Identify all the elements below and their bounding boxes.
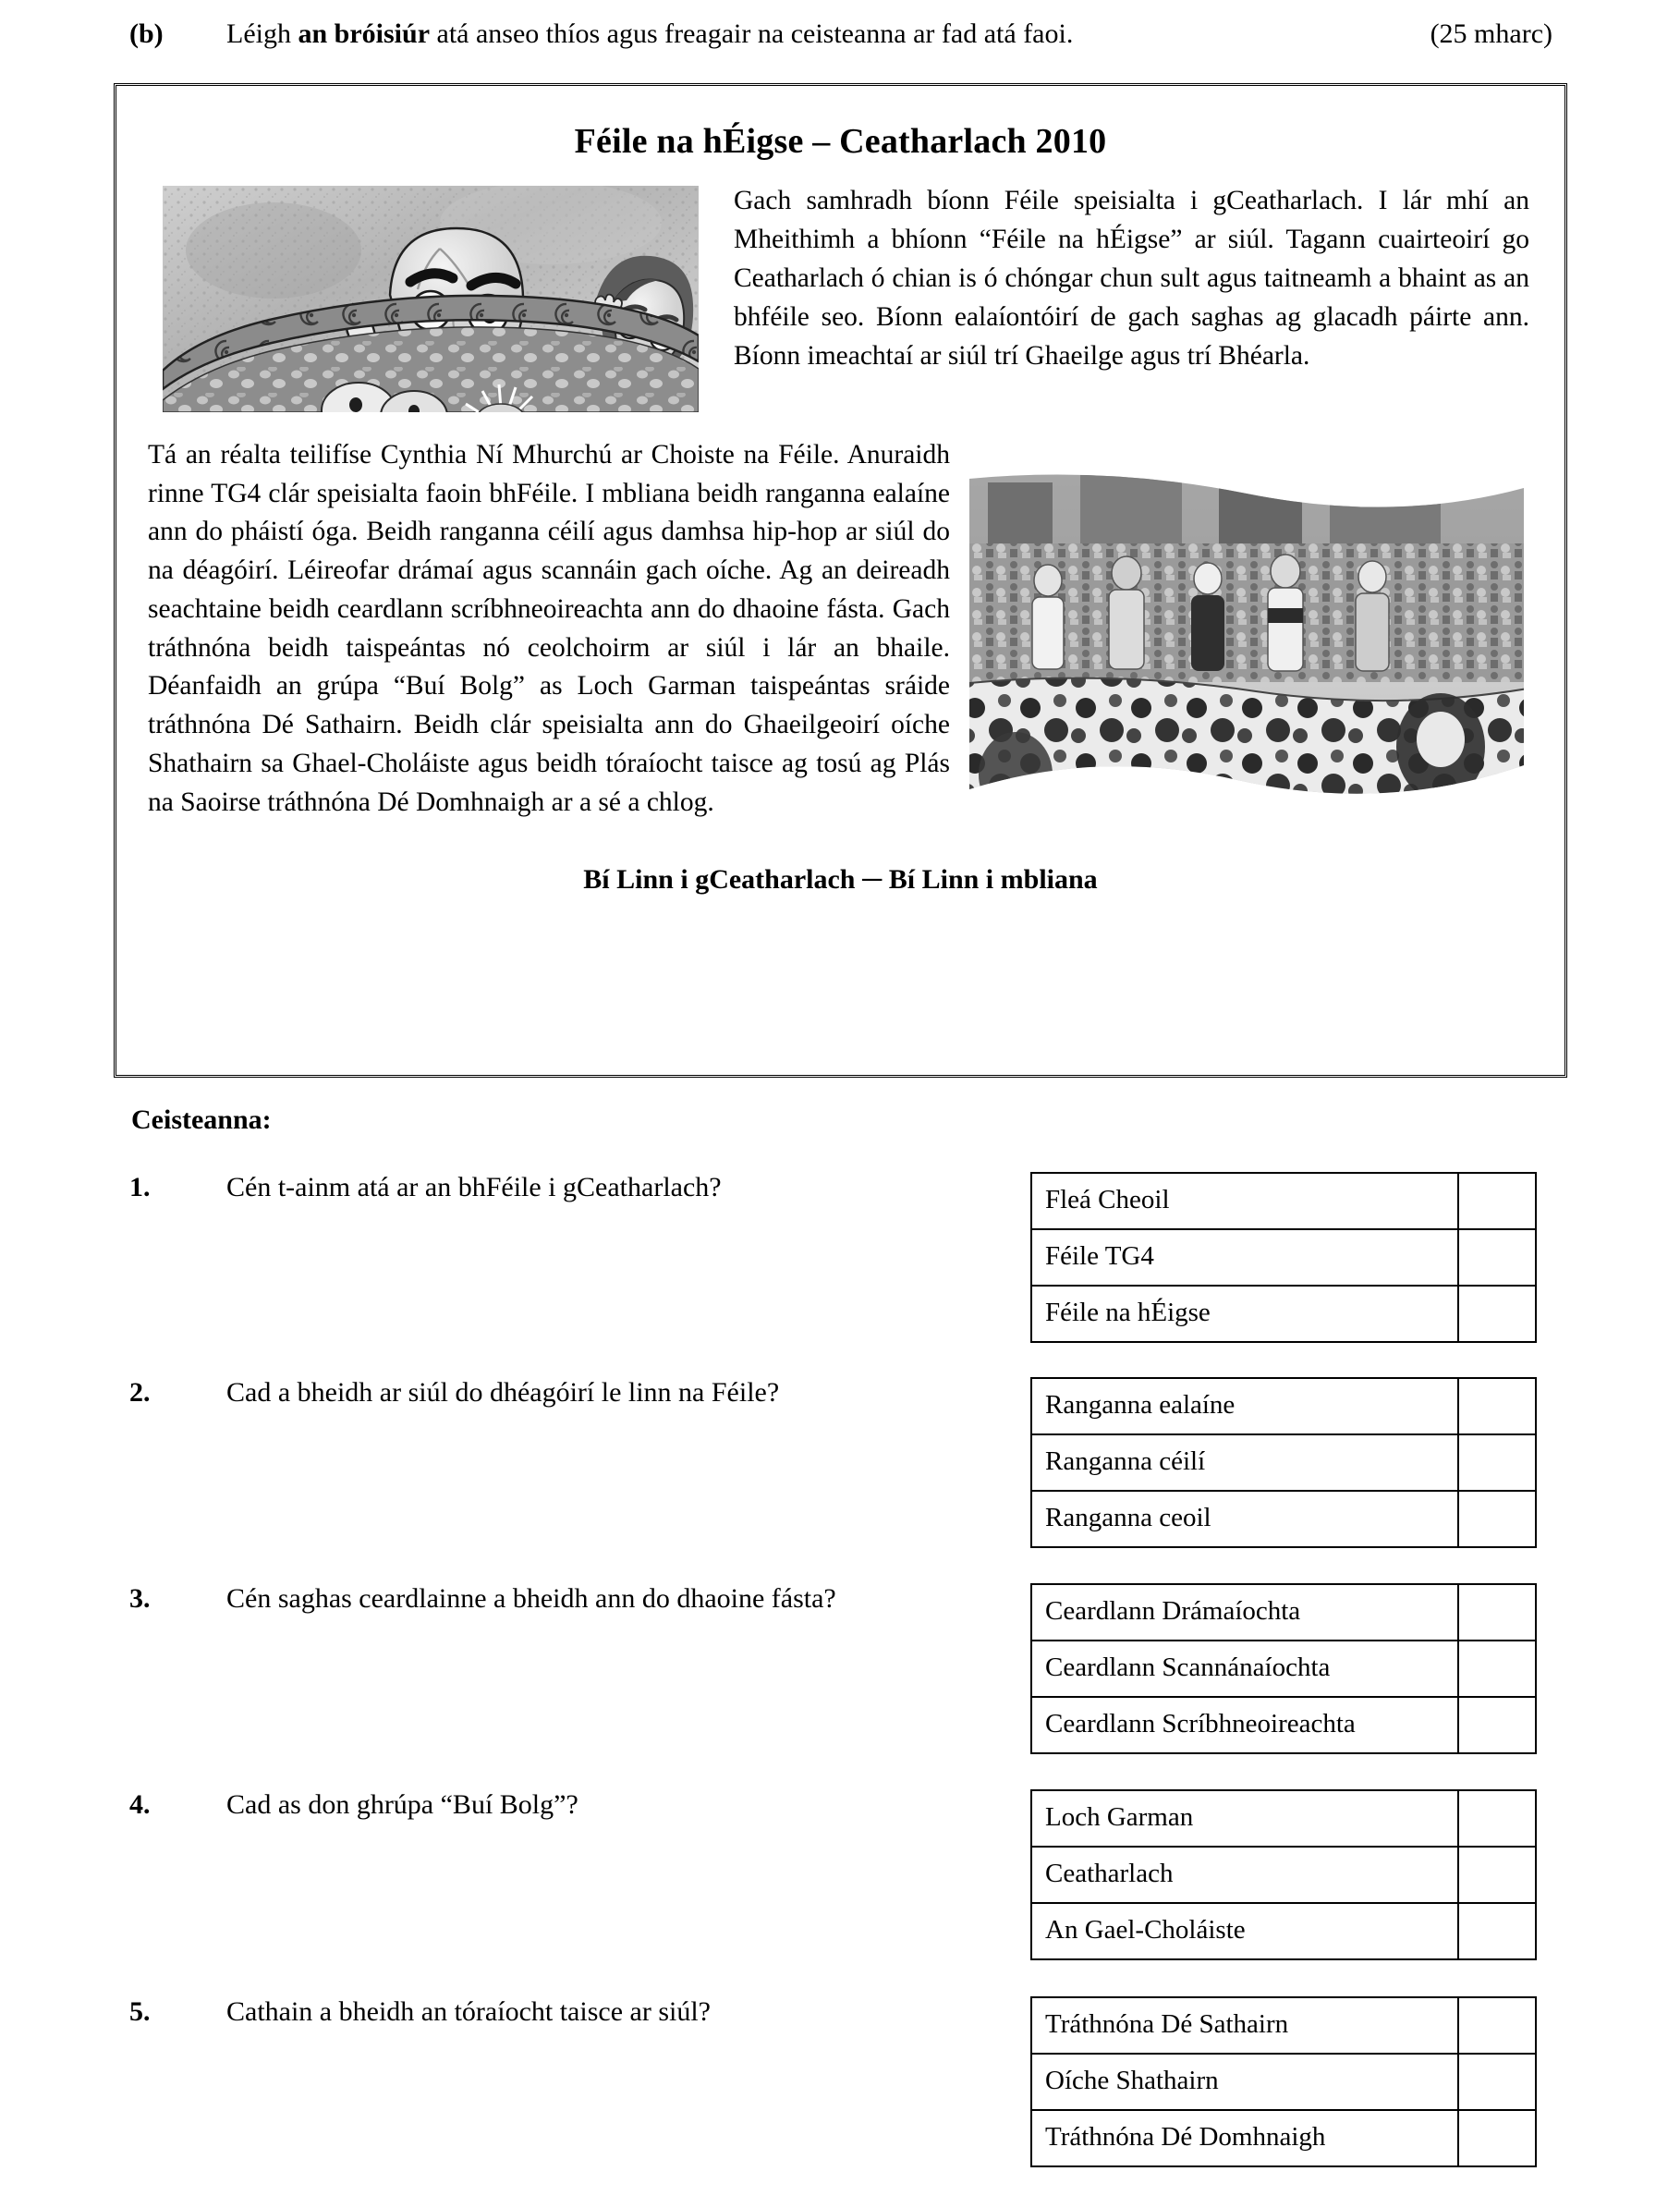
brochure-box (114, 83, 1567, 1078)
answer-options-table-3 (1030, 1583, 1537, 1754)
brochure-mid-block (140, 436, 1540, 822)
question-number-2: 2. (129, 1377, 151, 1408)
table-row[interactable] (1031, 1641, 1536, 1697)
question-text-2: Cad a bheidh ar siúl do dhéagóirí le linn na Féile? (226, 1377, 780, 1408)
question-text-1: Cén t-ainm atá ar an bhFéile i gCeatharlach? (226, 1172, 722, 1202)
answer-options-table-1 (1030, 1172, 1537, 1343)
table-row[interactable] (1031, 2110, 1536, 2166)
option-tick-box[interactable] (1458, 1378, 1536, 1434)
table-row[interactable] (1031, 1378, 1536, 1434)
table-row[interactable] (1031, 1790, 1536, 1847)
table-row[interactable] (1031, 1584, 1536, 1641)
option-label: Fleá Cheoil (1031, 1173, 1458, 1229)
option-tick-box[interactable] (1458, 1997, 1536, 2054)
answer-options-table-5 (1030, 1996, 1537, 2167)
instruction-text (226, 18, 1364, 50)
brochure-intro-paragraph: Gach samhradh bíonn Féile speisialta i gCeatharlach. I lár mhí an Mheithimh a bhíonn “Féile na hÉigse” ar siúl. Tagann cuairteoirí go Ceatharlach ó chian is ó chóngar chun sult agus taitneamh a bhaint as an bhféile seo. Bíonn ealaíontóirí de gach saghas ag glacadh páirte ann. Bíonn imeachtaí ar siúl trí Ghaeilge agus trí Bhéarla. (734, 186, 1529, 371)
question-number-5: 5. (129, 1996, 151, 2027)
option-tick-box[interactable] (1458, 1641, 1536, 1697)
question-block-1 (129, 1172, 1571, 1343)
cartoon-illustration-image (163, 186, 699, 412)
cartoon-illustration-svg (163, 186, 699, 412)
option-label: Tráthnóna Dé Sathairn (1031, 1997, 1458, 2054)
answer-options-table-2 (1030, 1377, 1537, 1548)
instruction-marks: (25 mharc) (1430, 18, 1552, 49)
option-label: Ceardlann Scannánaíochta (1031, 1641, 1458, 1697)
question-text-5: Cathain a bheidh an tóraíocht taisce ar siúl? (226, 1996, 711, 2027)
option-label: Ranganna ealaíne (1031, 1378, 1458, 1434)
question-block-4 (129, 1789, 1571, 1960)
option-tick-box[interactable] (1458, 1491, 1536, 1547)
brochure-title: Féile na hÉigse – Ceatharlach 2010 (574, 122, 1107, 161)
brochure-top-block (140, 182, 1540, 412)
question-number-3: 3. (129, 1583, 151, 1614)
table-row[interactable] (1031, 1286, 1536, 1342)
brochure-slogan: Bí Linn i gCeatharlach ─ Bí Linn i mbliana (583, 864, 1098, 896)
option-tick-box[interactable] (1458, 1790, 1536, 1847)
question-text-4: Cad as don ghrúpa “Buí Bolg”? (226, 1789, 578, 1820)
festival-crowd-svg (960, 470, 1533, 830)
instruction-text-pre: Léigh (226, 18, 298, 49)
option-tick-box[interactable] (1458, 1847, 1536, 1903)
instruction-row (129, 18, 1552, 50)
option-label: Ranganna céilí (1031, 1434, 1458, 1491)
table-row[interactable] (1031, 1491, 1536, 1547)
question-number-4: 4. (129, 1789, 151, 1820)
option-label: Ceardlann Scríbhneoireachta (1031, 1697, 1458, 1753)
option-label: Féile na hÉigse (1031, 1286, 1458, 1342)
option-tick-box[interactable] (1458, 1229, 1536, 1286)
option-tick-box[interactable] (1458, 1697, 1536, 1753)
option-label: Ceardlann Drámaíochta (1031, 1584, 1458, 1641)
answer-options-table-4 (1030, 1789, 1537, 1960)
table-row[interactable] (1031, 1697, 1536, 1753)
option-tick-box[interactable] (1458, 2110, 1536, 2166)
table-row[interactable] (1031, 1229, 1536, 1286)
question-number-1: 1. (129, 1172, 151, 1202)
festival-crowd-image (960, 470, 1533, 830)
instruction-label: (b) (129, 18, 164, 49)
option-label: Loch Garman (1031, 1790, 1458, 1847)
question-block-3 (129, 1583, 1571, 1754)
option-tick-box[interactable] (1458, 1903, 1536, 1959)
option-tick-box[interactable] (1458, 1584, 1536, 1641)
questions-heading: Ceisteanna: (131, 1104, 272, 1135)
table-row[interactable] (1031, 2054, 1536, 2110)
option-label: Ceatharlach (1031, 1847, 1458, 1903)
table-row[interactable] (1031, 1903, 1536, 1959)
instruction-text-post: atá anseo thíos agus freagair na ceisteanna ar fad atá faoi. (430, 18, 1074, 49)
option-tick-box[interactable] (1458, 1286, 1536, 1342)
option-label: Ranganna ceoil (1031, 1491, 1458, 1547)
option-label: Tráthnóna Dé Domhnaigh (1031, 2110, 1458, 2166)
instruction-text-bold: an bróisiúr (298, 18, 431, 49)
question-text-3: Cén saghas ceardlainne a bheidh ann do dhaoine fásta? (226, 1583, 836, 1614)
question-block-2 (129, 1377, 1571, 1548)
option-tick-box[interactable] (1458, 1434, 1536, 1491)
option-tick-box[interactable] (1458, 2054, 1536, 2110)
option-label: Féile TG4 (1031, 1229, 1458, 1286)
table-row[interactable] (1031, 1173, 1536, 1229)
option-tick-box[interactable] (1458, 1173, 1536, 1229)
brochure-main-paragraph: Tá an réalta teilifíse Cynthia Ní Mhurchú ar Choiste na Féile. Anuraidh rinne TG4 clár speisialta faoin bhFéile. I mbliana beidh ranganna ealaíne ann do pháistí óga. Beidh ranganna céilí agus damhsa hip-hop ar siúl do na déagóirí. Léireofar drámaí agus scannáin gach oíche. Ag an deireadh seachtaine beidh ceardlann scríbhneoireachta ann do dhaoine fásta. Gach tráthnóna beidh taispeántas nó ceolchoirm ar siúl i lár an bhaile. Déanfaidh an grúpa “Buí Bolg” as Loch Garman taispeántas sráide tráthnóna Dé Sathairn. Beidh clár speisialta ann do Ghaeilgeoirí oíche Shathairn sa Ghael-Choláiste agus beidh tóraíocht taisce ag tosú ag Plás na Saoirse tráthnóna Dé Domhnaigh ar a sé a chlog. (148, 440, 950, 817)
option-label: Oíche Shathairn (1031, 2054, 1458, 2110)
table-row[interactable] (1031, 1997, 1536, 2054)
question-block-5 (129, 1996, 1571, 2167)
table-row[interactable] (1031, 1434, 1536, 1491)
table-row[interactable] (1031, 1847, 1536, 1903)
option-label: An Gael-Choláiste (1031, 1903, 1458, 1959)
